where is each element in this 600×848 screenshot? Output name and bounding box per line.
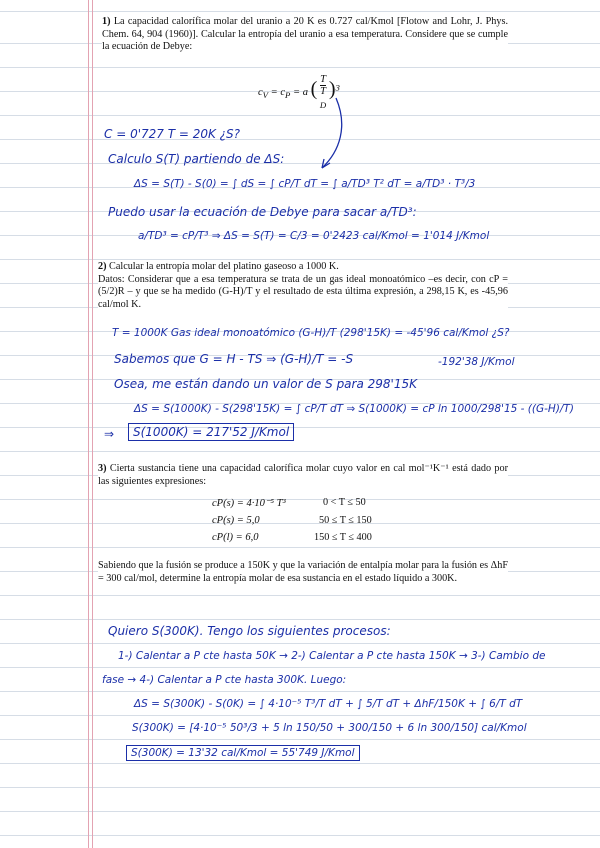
problem-data: Datos: Considerar que a esa temperatura se trata de un gas ideal monoatómico –es decir, con cP = (5/2)R – y que se ha medido (G-H)/T y el resultado de esta última expresión, a 298,15 K, es -45,96 cal/mol K. <box>98 273 508 310</box>
hw-p2-arrow: ⇒ <box>104 427 115 441</box>
hw-p1-line1: C = 0'727 T = 20K ¿S? <box>104 127 241 141</box>
problem-3-statement <box>98 463 508 488</box>
problem-number: 2) <box>98 261 107 272</box>
problem-2-statement <box>98 261 508 311</box>
hw-p1-line2: Calculo S(T) partiendo de ΔS: <box>108 152 285 166</box>
hw-p3-result: S(300K) = 13'32 cal/Kmol = 55'749 J/Kmol <box>126 745 360 761</box>
eq-cv: c <box>258 86 263 98</box>
cp-range-2: 50 ≤ T ≤ 150 <box>319 515 372 526</box>
cp-expression-2: cP(s) = 5,0 <box>212 515 260 526</box>
hw-p2-line3: Osea, me están dando un valor de S para 298'15K <box>114 377 417 391</box>
problem-text: Cierta sustancia tiene una capacidad calorífica molar cuyo valor en cal mol⁻¹K⁻¹ está dado por las siguientes expresiones: <box>98 463 508 487</box>
hw-p2-result: S(1000K) = 217'52 J/Kmol <box>128 423 294 441</box>
hw-p3-line4: ΔS = S(300K) - S(0K) = ∫ 4·10⁻⁵ T³/T dT + ∫ 5/T dT + ΔhF/150K + ∫ 6/T dT <box>134 698 523 710</box>
hw-p3-line1: Quiero S(300K). Tengo los siguientes procesos: <box>108 624 391 638</box>
problem-number: 3) <box>98 463 107 474</box>
hw-p2-line2b: -192'38 J/Kmol <box>438 356 515 368</box>
margin-line <box>88 0 89 848</box>
hw-p3-line3: fase → 4-) Calentar a P cte hasta 300K. Luego: <box>102 674 347 686</box>
hw-p1-line5: a/TD³ = cP/T³ ⇒ ΔS = S(T) = C/3 = 0'2423 cal/Kmol = 1'014 J/Kmol <box>138 230 490 242</box>
problem-text: Calcular la entropía molar del platino gaseoso a 1000 K. <box>109 261 339 272</box>
hw-p2-line2: Sabemos que G = H - TS ⇒ (G-H)/T = -S <box>114 352 354 366</box>
cp-expression-3: cP(l) = 6,0 <box>212 532 259 543</box>
eq-a: a <box>302 86 308 98</box>
hw-p2-line4: ΔS = S(1000K) - S(298'15K) = ∫ cP/T dT ⇒ S(1000K) = cP ln 1000/298'15 - ((G-H)/T) <box>134 403 574 415</box>
hw-p1-line3: ΔS = S(T) - S(0) = ∫ dS = ∫ cP/T dT = ∫ a/TD³ T² dT = a/TD³ · T³/3 <box>134 178 476 190</box>
hw-p3-line2: 1-) Calentar a P cte hasta 50K → 2-) Calentar a P cte hasta 150K → 3-) Cambio de <box>118 650 546 662</box>
cp-range-3: 150 ≤ T ≤ 400 <box>314 532 372 543</box>
arrow-icon <box>300 96 350 176</box>
problem-1-statement <box>102 16 508 54</box>
hw-p2-line1: T = 1000K Gas ideal monoatómico (G-H)/T (298'15K) = -45'96 cal/Kmol ¿S? <box>112 327 510 339</box>
cp-range-1: 0 < T ≤ 50 <box>323 497 366 508</box>
margin-line <box>92 0 93 848</box>
problem-number: 1) <box>102 16 111 27</box>
problem-text: Sabiendo que la fusión se produce a 150K y que la variación de entalpía molar para la fusión es ΔhF = 300 cal/mol, determine la entropía molar de esa sustancia en el estado líquido a 300K. <box>98 560 508 584</box>
problem-3-question <box>98 560 508 585</box>
debye-equation: $c_V = c_P = a$ ( T T $_D$ )$^3$ <box>258 74 340 111</box>
hw-p1-line4: Puedo usar la ecuación de Debye para sacar a/TD³: <box>108 205 417 219</box>
problem-text: La capacidad calorífica molar del uranio a 20 K es 0.727 cal/Kmol [Flotow and Lohr, J. Phys. Chem. 64, 904 (1960)]. Calcular la entropía del uranio a esa temperatura. Considere que se cumple la ecuación de Debye: <box>102 16 508 52</box>
cp-expression-1: cP(s) = 4·10⁻⁵ T³ <box>212 498 286 509</box>
eq-TD: T <box>320 86 326 97</box>
eq-T: T <box>320 74 326 85</box>
hw-p3-line5: S(300K) = [4·10⁻⁵ 50³/3 + 5 ln 150/50 + 300/150 + 6 ln 300/150] cal/Kmol <box>132 722 527 734</box>
